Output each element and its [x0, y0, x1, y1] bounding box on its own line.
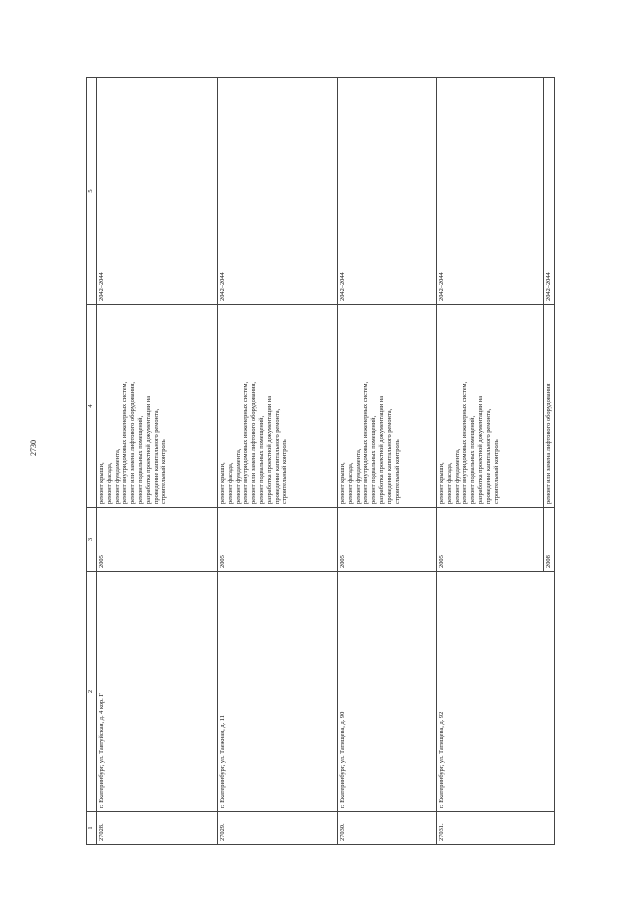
header-col-1: 1 [87, 812, 97, 845]
row-year: 2005 [338, 508, 437, 572]
row-period: 2042–2044 [338, 78, 437, 305]
work-item: ремонт фундамента, [113, 448, 121, 504]
row-number: 27030. [338, 812, 437, 845]
work-item: ремонт внутридомовых инженерных систем, [121, 381, 129, 504]
row-works [97, 305, 218, 508]
work-item: строительный контроль [492, 439, 500, 504]
table-row [218, 78, 338, 845]
work-item: разработка проектной документации на [476, 395, 484, 504]
work-item: строительный контроль [281, 439, 289, 504]
work-item: ремонт крыши, [339, 462, 346, 504]
work-item: ремонт внутридомовых инженерных систем, [242, 381, 250, 504]
work-item: проведение капитального ремонта, [484, 408, 492, 504]
row-address: г. Екатеринбург, ул. Таежная, д. 11 [218, 572, 338, 812]
row-number: 27031. [437, 812, 555, 845]
row-works [437, 305, 544, 508]
work-item: ремонт крыши, [219, 462, 226, 504]
work-item: разработка проектной документации на [377, 395, 385, 504]
row-period: 2042–2044 [544, 78, 555, 305]
header-col-2: 2 [87, 572, 97, 812]
work-item: разработка проектной документации на [265, 395, 273, 504]
work-item: ремонт или замена лифтового оборудования [545, 383, 552, 504]
row-year: 2005 [97, 508, 218, 572]
work-item: проведение капитального ремонта, [152, 408, 160, 504]
table-row [338, 78, 437, 845]
work-item: проведение капитального ремонта, [385, 408, 393, 504]
work-item: разработка проектной документации на [144, 395, 152, 504]
page-number: 2730 [29, 440, 38, 456]
row-period: 2042–2044 [437, 78, 544, 305]
work-item: ремонт фасада, [105, 462, 113, 504]
work-item: ремонт подвальных помещений, [370, 415, 378, 504]
row-works [544, 305, 555, 508]
rotated-table-wrapper [86, 78, 566, 845]
row-year: 2005 [218, 508, 338, 572]
row-address: г. Екатеринбург, ул. Тавтуйская, д. 4 кор. Г [97, 572, 218, 812]
work-item: ремонт фундамента, [234, 448, 242, 504]
work-item: ремонт подвальных помещений, [469, 415, 477, 504]
table-row [437, 78, 544, 845]
row-address: г. Екатеринбург, ул. Татищева, д. 92 [437, 572, 555, 812]
work-item: ремонт подвальных помещений, [257, 415, 265, 504]
work-item: ремонт внутридомовых инженерных систем, [461, 381, 469, 504]
work-item: строительный контроль [393, 439, 401, 504]
work-item: ремонт фасада, [346, 462, 354, 504]
work-item: ремонт фундамента, [354, 448, 362, 504]
header-col-3: 3 [87, 508, 97, 572]
work-item: ремонт или замена лифтового оборудования, [129, 381, 137, 504]
work-item: строительный контроль [160, 439, 168, 504]
row-address: г. Екатеринбург, ул. Татищева, д. 90 [338, 572, 437, 812]
row-year: 2005 [437, 508, 544, 572]
header-col-4: 4 [87, 305, 97, 508]
work-item: ремонт подвальных помещений, [136, 415, 144, 504]
row-works [218, 305, 338, 508]
row-period: 2042–2044 [218, 78, 338, 305]
header-row [87, 78, 97, 845]
work-item: ремонт фасада, [445, 462, 453, 504]
row-period: 2042–2044 [97, 78, 218, 305]
work-item: ремонт фундамента, [453, 448, 461, 504]
capital-repair-table [86, 77, 555, 845]
row-year: 2008 [544, 508, 555, 572]
work-item: ремонт крыши, [438, 462, 445, 504]
row-number: 27028. [97, 812, 218, 845]
table-row [97, 78, 218, 845]
work-item: ремонт или замена лифтового оборудования, [250, 381, 258, 504]
work-item: ремонт крыши, [98, 462, 105, 504]
work-item: ремонт фасада, [226, 462, 234, 504]
work-item: проведение капитального ремонта, [273, 408, 281, 504]
row-works [338, 305, 437, 508]
row-number: 27029. [218, 812, 338, 845]
work-item: ремонт внутридомовых инженерных систем, [362, 381, 370, 504]
header-col-5: 5 [87, 78, 97, 305]
